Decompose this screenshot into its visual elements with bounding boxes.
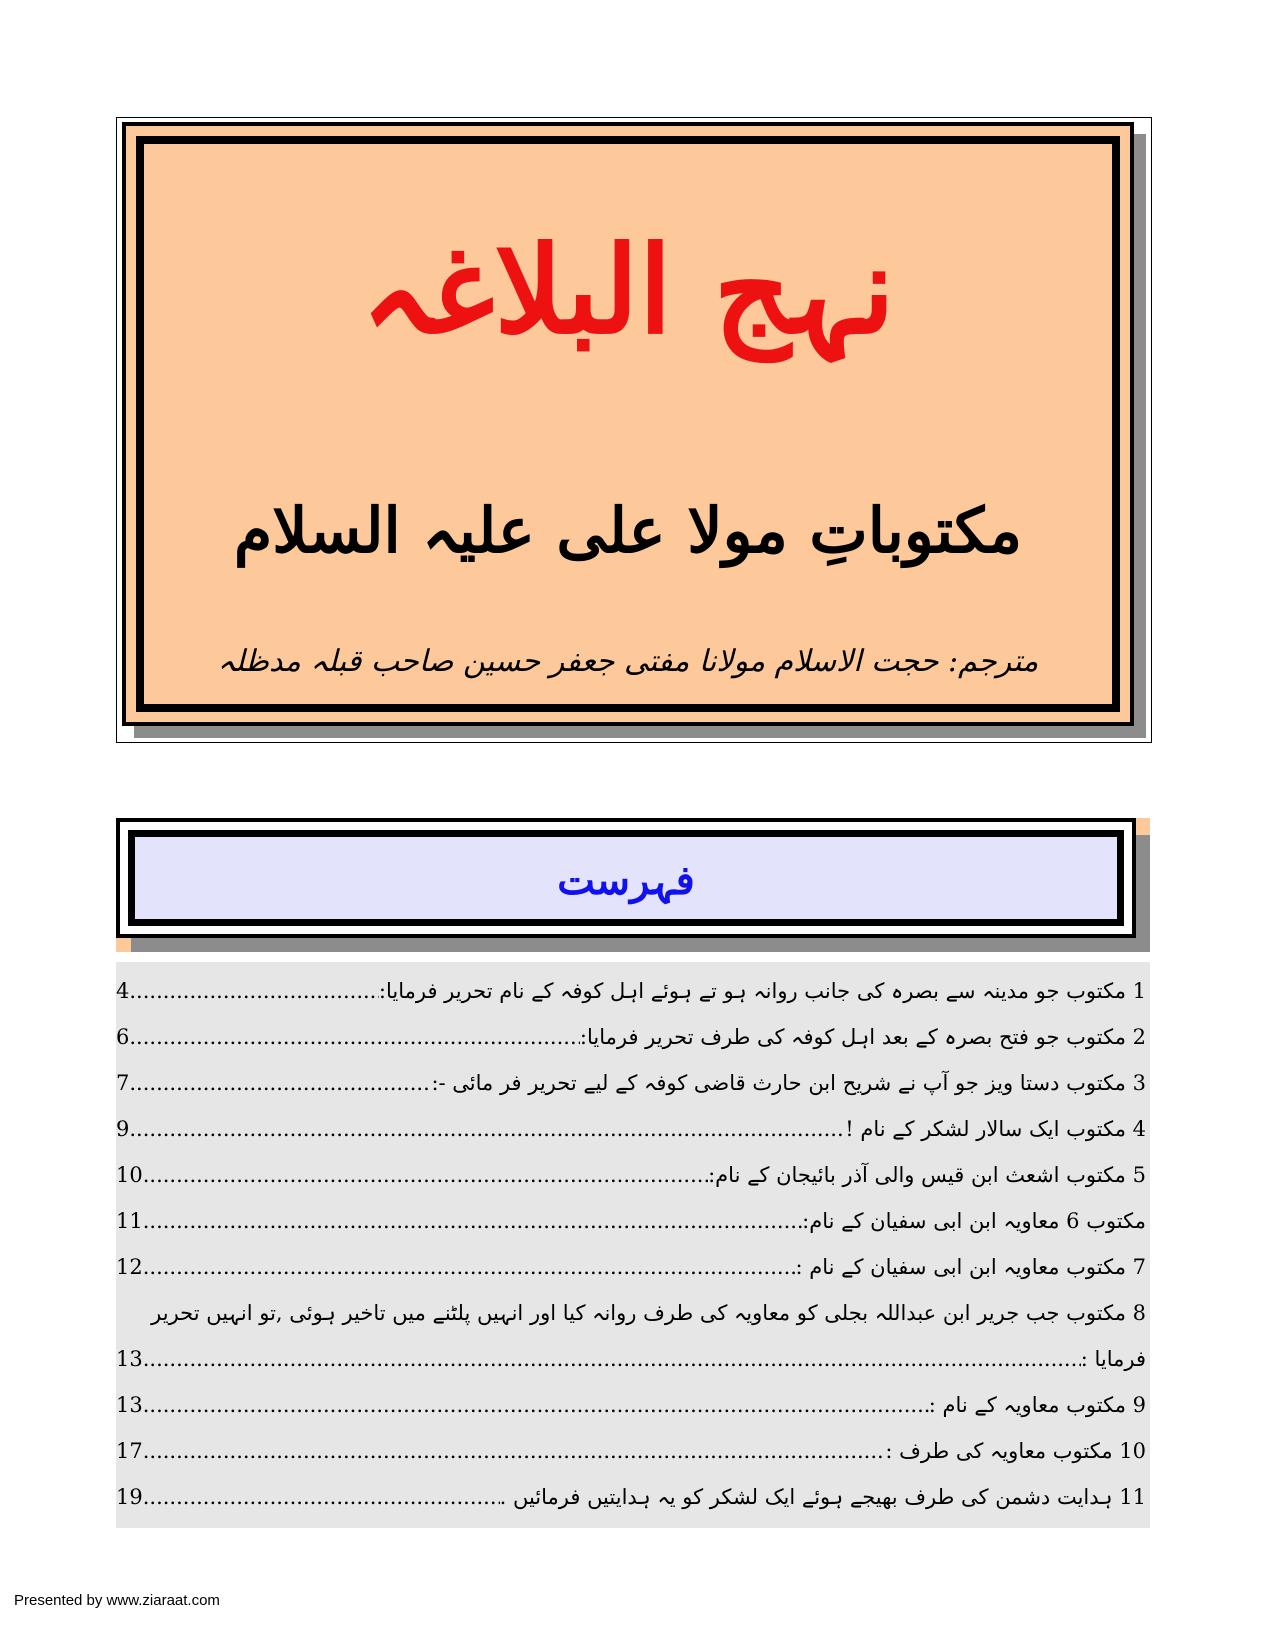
- translator-credit: مترجم: حجت الاسلام مولانا مفتی جعفر حسین صاحب قبلہ مدظلہ: [217, 644, 1039, 679]
- toc-entry[interactable]: [116, 1382, 1150, 1428]
- toc-entry[interactable]: [116, 968, 1150, 1014]
- dot-leader: [129, 1014, 580, 1060]
- toc-entry[interactable]: [116, 1474, 1150, 1520]
- book-subtitle: مکتوباتِ مولا علی علیہ السلام: [233, 494, 1023, 567]
- dot-leader: [129, 1060, 431, 1106]
- toc-page-number: 7: [116, 1071, 130, 1095]
- cover-inner-border: [136, 136, 1120, 712]
- dot-leader: [143, 1474, 500, 1520]
- toc-page-number: 17: [116, 1439, 143, 1463]
- toc-page-number: 13: [116, 1347, 143, 1371]
- toc-page-number: 19: [116, 1485, 143, 1509]
- toc-entry[interactable]: [116, 1060, 1150, 1106]
- table-of-contents: [116, 962, 1150, 1528]
- toc-page-number: 11: [116, 1209, 143, 1233]
- toc-entry-continuation[interactable]: [116, 1336, 1150, 1382]
- contents-heading: فہرست: [557, 857, 695, 904]
- dot-leader: [143, 1382, 929, 1428]
- toc-entry[interactable]: [116, 1244, 1150, 1290]
- toc-page-number: 12: [116, 1255, 143, 1279]
- toc-entry-title: 8 مکتوب جب جریر ابن عبداللہ بجلی کو معاویہ کی طرف روانہ کیا اور انہیں پلٹنے میں تاخیر ہوئی ,تو انہیں تحریر: [151, 1301, 1146, 1325]
- toc-entry[interactable]: [116, 1152, 1150, 1198]
- cover-frame: [122, 122, 1134, 726]
- dot-leader: [143, 1244, 796, 1290]
- toc-entry-title: 1 مکتوب جو مدینہ سے بصرہ کی جانب روانہ ہو تے ہوئے اہل کوفہ کے نام تحریر فرمایا:: [378, 979, 1146, 1003]
- toc-entry[interactable]: [116, 1428, 1150, 1474]
- contents-heading-frame: [116, 818, 1136, 938]
- toc-entry-title: 4 مکتوب ایک سالار لشکر کے نام !: [845, 1117, 1146, 1141]
- toc-entry-title: 2 مکتوب جو فتح بصرہ کے بعد اہل کوفہ کی طرف تحریر فرمایا:: [579, 1025, 1146, 1049]
- contents-heading-inner: [128, 830, 1124, 926]
- toc-entry-title: 11 ہدایت دشمن کی طرف بھیجے ہوئے ایک لشکر کو یہ ہدایتیں فرمائیں .: [499, 1485, 1146, 1509]
- toc-entry-title: 5 مکتوب اشعث ابن قیس والی آذر بائیجان کے نام:: [708, 1163, 1146, 1187]
- toc-page-number: 10: [116, 1163, 143, 1187]
- toc-page-number: 6: [116, 1025, 130, 1049]
- toc-entry-title: 10 مکتوب معاویہ کی طرف :: [885, 1439, 1146, 1463]
- toc-entry-title: 7 مکتوب معاویہ ابن ابی سفیان کے نام :: [795, 1255, 1146, 1279]
- toc-entry-title: 9 مکتوب معاویہ کے نام :: [928, 1393, 1146, 1417]
- toc-entry[interactable]: [116, 1290, 1150, 1336]
- toc-page-number: 9: [116, 1117, 130, 1141]
- toc-entry[interactable]: [116, 1014, 1150, 1060]
- dot-leader: [143, 1428, 886, 1474]
- toc-entry-title-continuation: فرمایا :: [1080, 1347, 1146, 1371]
- toc-entry[interactable]: [116, 1106, 1150, 1152]
- toc-entry[interactable]: [116, 1198, 1150, 1244]
- dot-leader: [143, 1198, 802, 1244]
- dot-leader: [143, 1336, 1081, 1382]
- dot-leader: [143, 1152, 708, 1198]
- dot-leader: [129, 968, 379, 1014]
- toc-page-number: 13: [116, 1393, 143, 1417]
- toc-page-number: 4: [116, 979, 130, 1003]
- dot-leader: [129, 1106, 845, 1152]
- footer-credit: Presented by www.ziaraat.com: [14, 1592, 220, 1609]
- toc-entry-title: مکتوب 6 معاویہ ابن ابی سفیان کے نام:: [802, 1209, 1146, 1233]
- toc-entry-title: 3 مکتوب دستا ویز جو آپ نے شریح ابن حارث قاضی کوفہ کے لیے تحریر فر مائی -:: [431, 1071, 1146, 1095]
- book-title: نہج البلاغہ: [361, 220, 895, 361]
